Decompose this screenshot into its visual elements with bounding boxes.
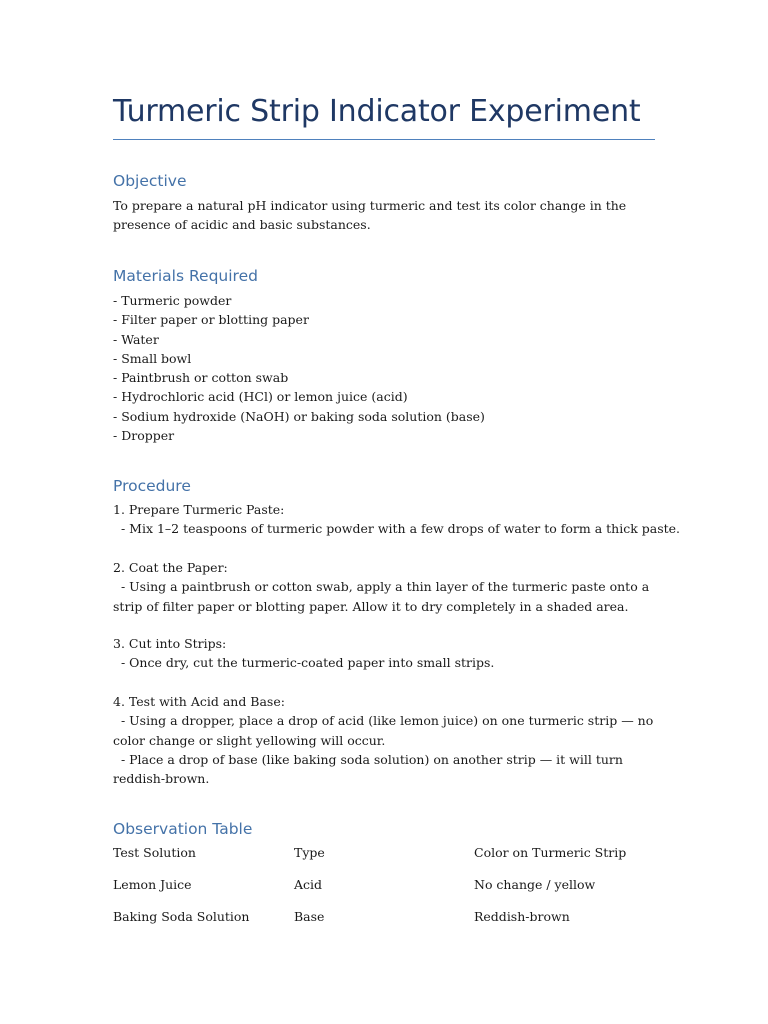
list-item: - Hydrochloric acid (HCl) or lemon juice (acid) bbox=[113, 389, 408, 405]
table-cell: Acid bbox=[294, 877, 323, 892]
step-detail: - Mix 1–2 teaspoons of turmeric powder with a few drops of water to form a thick paste. bbox=[113, 521, 681, 537]
title-underline bbox=[113, 139, 655, 140]
step-detail: - Using a paintbrush or cotton swab, apply a thin layer of the turmeric paste onto a strip of filter paper or blotting paper. Allow it to dry completely in a shaded area. bbox=[113, 579, 654, 614]
column-header: Type bbox=[294, 845, 325, 860]
materials-list bbox=[113, 291, 658, 445]
step-detail: - Place a drop of base (like baking soda solution) on another strip — it will turn reddish-brown. bbox=[113, 751, 627, 787]
table-cell: Base bbox=[294, 909, 325, 924]
table-cell: Baking Soda Solution bbox=[113, 909, 250, 924]
table-cell: Reddish-brown bbox=[474, 909, 570, 924]
step-detail: - Once dry, cut the turmeric-coated paper into small strips. bbox=[113, 655, 495, 671]
list-item: - Turmeric powder bbox=[113, 293, 232, 308]
step-title: 2. Coat the Paper: bbox=[113, 560, 228, 575]
column-header: Test Solution bbox=[113, 845, 196, 860]
table-row bbox=[113, 877, 658, 897]
materials-heading: Materials Required bbox=[113, 267, 258, 285]
list-item: - Paintbrush or cotton swab bbox=[113, 370, 289, 386]
step-title: 4. Test with Acid and Base: bbox=[113, 694, 285, 709]
list-item: - Dropper bbox=[113, 428, 175, 444]
column-header: Color on Turmeric Strip bbox=[474, 845, 627, 860]
step-title: 3. Cut into Strips: bbox=[113, 636, 227, 651]
objective-text: To prepare a natural pH indicator using turmeric and test its color change in the presence of acidic and basic substances. bbox=[113, 198, 627, 233]
list-item: - Filter paper or blotting paper bbox=[113, 312, 309, 328]
list-item: - Small bowl bbox=[113, 350, 192, 366]
procedure-step-1 bbox=[113, 500, 681, 539]
document-title: Turmeric Strip Indicator Experiment bbox=[113, 94, 641, 129]
procedure-step-4 bbox=[113, 692, 658, 788]
procedure-step-3 bbox=[113, 634, 658, 673]
table-row bbox=[113, 909, 658, 929]
table-cell: No change / yellow bbox=[474, 877, 596, 892]
observation-table-heading: Observation Table bbox=[113, 820, 253, 838]
list-item: - Sodium hydroxide (NaOH) or baking soda solution (base) bbox=[113, 408, 485, 424]
step-title: 1. Prepare Turmeric Paste: bbox=[113, 502, 285, 517]
objective-heading: Objective bbox=[113, 172, 187, 190]
table-header-row bbox=[113, 845, 658, 865]
procedure-heading: Procedure bbox=[113, 477, 191, 495]
table-cell: Lemon Juice bbox=[113, 877, 192, 892]
procedure-step-2 bbox=[113, 558, 658, 616]
step-detail: - Using a dropper, place a drop of acid (like lemon juice) on one turmeric strip — no color change or slight yellowing will occur. bbox=[113, 713, 658, 748]
list-item: - Water bbox=[113, 331, 159, 347]
